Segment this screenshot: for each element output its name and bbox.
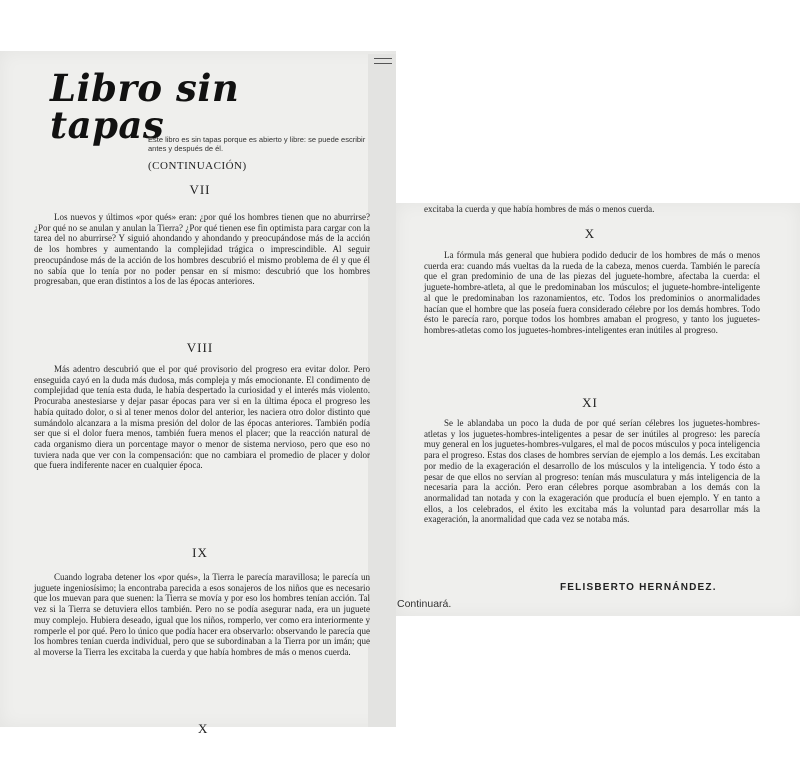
section-numeral-ix: IX xyxy=(192,545,208,560)
section-numeral-x: X xyxy=(584,226,596,241)
section-text-vii: Los nuevos y últimos «por qués» eran: ¿por qué los hombres tienen que no aburrirse? ¿Por qué no se anulan y anulan la Tierra? ¿Por qué tienen ese fin optimista para cargar con la tarea del no aburrirse? Y siguió ahondando y ahondando y preocupándose más de la acción de los hombres y aumentando la complejidad trágica o imprescindible. Al seguir preocupándose más de la acción de los hombres descubrió el mismo problema de él y que él no sabía que lo tenía por no poder pensar en sí mismo: descubrió que los hombres progresaban, que eran distintos a los de las épocas anteriores. xyxy=(34,212,370,287)
continuation-label: (CONTINUACIÓN) xyxy=(148,160,247,172)
continued-note: Continuará. xyxy=(397,598,452,610)
section-text-x: La fórmula más general que hubiera podido deducir de los hombres de más o menos cuerda era: cuando más vueltas da la rueda de la cabeza, menos cuerda. También le parecía que el gran predominio de una de las piezas del juguete-hombre, afectaba la cuerda: el juguete-hombre-atleta, al que le predominaban los músculos; el juguete-hombre-inteligente al que le predominaban los razonamientos, etc. Todos los predominios o anormalidades hacían que el hombre que las poseía fuera considerado célebre por los demás hombres. Todo ésto le parecía raro, porque todos los hombres amaban el progreso, y tanto los juguetes-hombres-atletas como los juguetes-hombres-inteligentes eran inútiles al progreso. xyxy=(424,250,760,335)
adjacent-page-edge xyxy=(368,54,396,727)
article-subtitle: Este libro es sin tapas porque es abierto y libre: se puede escribir antes y después de él. xyxy=(148,135,366,153)
section-text-xi: Se le ablandaba un poco la duda de por qué serían célebres los juguetes-hombres-atletas y los juguetes-hombres-inteligentes a pesar de ser inútiles al progreso: les parecía muy general en los juguetes-hombres-vulgares, el mal de pocos músculos y poca inteligencia para el progreso. Estas dos clases de hombres servían de ejemplo a los demás. Les excitaban por medio de la exageración el desarrollo de los músculos y la inteligencia. Y todo ésto a pesar de que ellos no servían al progreso: tenían más musculatura y más inteligencia de la necesaria para la acción. Pero eran célebres porque asombraban a los demás con la anormalidad tan notada y con la exageración que producía el buen ejemplo. Y en tanto a ellos, a los celebrados, el éxito les excitaba más la voluntad para desarrollar más la exageración, la anormalidad que cada vez se notaba más. xyxy=(424,418,760,525)
section-text-viii: Más adentro descubrió que el por qué provisorio del progreso era evitar dolor. Pero enseguida cayó en la duda más dudosa, más compleja y más emocionante. El condimento de complejidad que tenía esta duda, le había despertado la curiosidad y el interés más violento. Procuraba anestesiarse y dejar pasar épocas para ver si en la última época el progreso les había quitado dolor, o si al tener menos dolor del anterior, les naciera otro dolor distinto que sumándolo alcanzara a la misma presión del dolor de las épocas anteriores. También podía ser que si el dolor fuera menos, también fuera menos el placer; que la reacción natural de cada organismo diera un porcentage mayor o menor de sistema nervioso, pero que eso no tuviera nada que ver con la compensación: que no cambiara el promedio de placer y dolor que fuera indiferente nacer en cualquier época. xyxy=(34,364,370,471)
section-numeral-viii: VIII xyxy=(186,340,214,355)
page-edge-rule xyxy=(374,63,392,64)
author-signature: FELISBERTO HERNÁNDEZ. xyxy=(560,582,717,593)
article-title: Libro sin tapas xyxy=(50,66,240,147)
section-numeral-vii: VII xyxy=(189,182,211,197)
section-text-ix: Cuando lograba detener los «por qués», la Tierra le parecía maravillosa; le parecía un juguete ingeniosísimo; la encontraba parecida a esos sonajeros de los niños que es necesario que los muevan para que suenen: la Tierra se movía y por eso los hombres tenían acción. Tal vez si la Tierra se detuviera ellos también. Pero no se podía asegurar nada, era un juguete muy complejo. Hubiera deseado, igual que los niños, romperlo, ver como era interiormente y romperle el por qué. Pero lo único que podía hacer era observarlo: observando le parecía que los hombres tenían cuerda individual, pero que se subordinaban a la Tierra por un imán; que al moverse la Tierra les excitaba la cuerda y que había hombres de más o menos cuerda. xyxy=(34,572,370,657)
next-section-numeral-cut: X xyxy=(198,721,208,736)
page-edge-rule xyxy=(374,58,392,59)
section-numeral-xi: XI xyxy=(582,395,598,410)
right-continuation-line: excitaba la cuerda y que había hombres de más o menos cuerda. xyxy=(424,204,655,214)
